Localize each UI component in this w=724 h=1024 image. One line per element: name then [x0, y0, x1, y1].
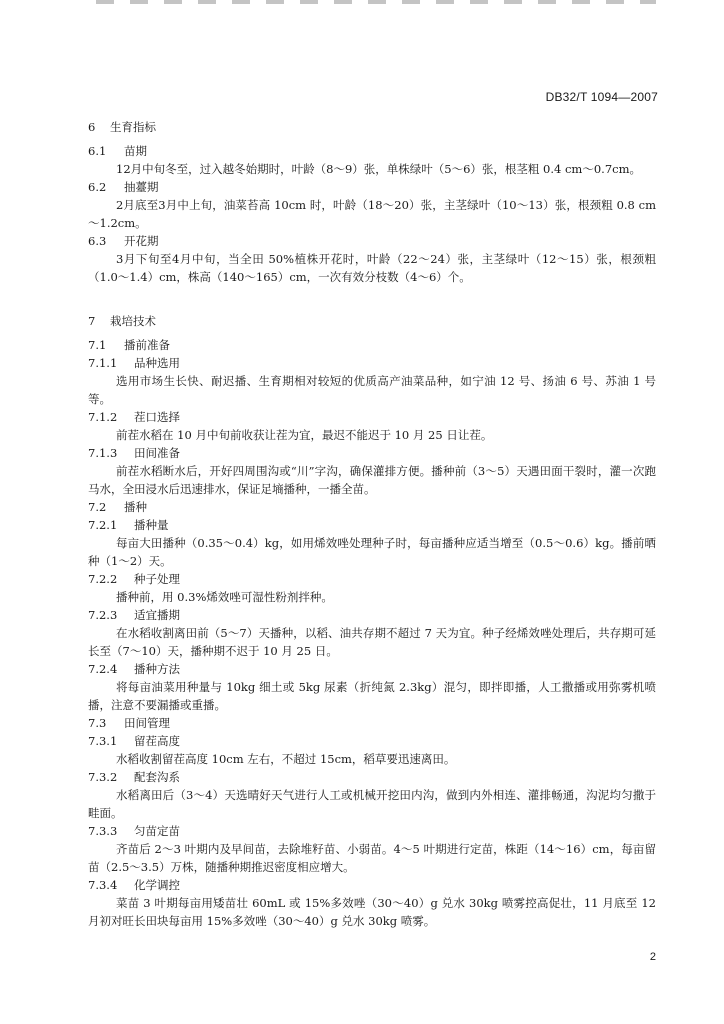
section-title: 苗期 [124, 144, 147, 158]
section-paragraph-6-2: 2月底至3月中上旬，油菜苔高 10cm 时，叶龄（18～20）张，主茎绿叶（10～13）张，根颈粗 0.8 cm～1.2cm。 [88, 198, 656, 230]
section-title: 配套沟系 [134, 770, 180, 784]
section-title: 田间管理 [124, 716, 170, 730]
section-number: 7.3.1 [88, 734, 118, 748]
section-title: 化学调控 [134, 878, 180, 892]
section-number: 6.1 [88, 144, 107, 158]
section-heading-7-3-4 [88, 876, 656, 894]
section-heading-7 [88, 312, 656, 330]
section-heading-7-2-1 [88, 516, 656, 534]
section-title: 留茬高度 [134, 734, 180, 748]
section-number: 7.2.1 [88, 518, 118, 532]
section-number: 7.3.2 [88, 770, 118, 784]
section-title: 田间准备 [134, 446, 180, 460]
section-heading-7-2 [88, 498, 656, 516]
section-number: 6 [88, 120, 96, 134]
section-heading-6-1 [88, 142, 656, 160]
section-title: 播前准备 [124, 338, 170, 352]
section-number: 7.2 [88, 500, 107, 514]
section-title: 品种选用 [134, 356, 180, 370]
section-title: 生育指标 [110, 120, 156, 134]
section-number: 6.3 [88, 234, 107, 248]
page-number: 2 [649, 951, 656, 963]
section-heading-7-1-1 [88, 354, 656, 372]
section-heading-7-1 [88, 336, 656, 354]
section-heading-7-2-2 [88, 570, 656, 588]
section-number: 7.1.2 [88, 410, 118, 424]
section-title: 播种 [124, 500, 147, 514]
section-number: 7.1 [88, 338, 107, 352]
section-paragraph-7-2-4: 将每亩油菜用种量与 10kg 细土或 5kg 尿素（折纯氮 2.3kg）混匀，即拌即播，人工撒播或用弥雾机喷播，注意不要漏播或重播。 [88, 680, 656, 712]
section-heading-7-1-3 [88, 444, 656, 462]
section-number: 7.3.4 [88, 878, 118, 892]
section-number: 6.2 [88, 180, 107, 194]
section-title: 匀苗定苗 [134, 824, 180, 838]
document-body [88, 104, 656, 930]
top-edge-artifact [96, 0, 656, 4]
section-title: 栽培技术 [110, 314, 156, 328]
section-number: 7.3 [88, 716, 107, 730]
section-heading-7-3-3 [88, 822, 656, 840]
section-number: 7.1.1 [88, 356, 118, 370]
standard-id: DB32/T 1094—2007 [545, 90, 658, 104]
section-heading-6 [88, 118, 656, 136]
section-heading-7-3-1 [88, 732, 656, 750]
section-number: 7.1.3 [88, 446, 118, 460]
section-paragraph-7-3-1: 水稻收割留茬高度 10cm 左右，不超过 15cm，稻草要迅速离田。 [116, 752, 456, 766]
section-paragraph-6-1: 12月中旬冬至，过入越冬始期时，叶龄（8～9）张，单株绿叶（5～6）张，根茎粗 0.4 cm～0.7cm。 [116, 162, 641, 176]
section-title: 茬口选择 [134, 410, 180, 424]
section-heading-7-3-2 [88, 768, 656, 786]
section-paragraph-7-1-2: 前茬水稻在 10 月中旬前收获让茬为宜，最迟不能迟于 10 月 25 日让茬。 [116, 428, 493, 442]
section-paragraph-6-3: 3月下旬至4月中旬，当全田 50%植株开花时，叶龄（22～24）张，主茎绿叶（12～15）张，根颈粗（1.0～1.4）cm，株高（140～165）cm，一次有效分枝数（4～6）个。 [88, 252, 656, 284]
section-number: 7 [88, 314, 96, 328]
section-title: 播种方法 [134, 662, 180, 676]
section-title: 开花期 [124, 234, 159, 248]
section-heading-7-2-4 [88, 660, 656, 678]
section-paragraph-7-1-1: 选用市场生长快、耐迟播、生育期相对较短的优质高产油菜品种，如宁油 12 号、扬油 6 号、苏油 1 号等。 [88, 374, 656, 406]
section-paragraph-7-2-1: 每亩大田播种（0.35～0.4）kg，如用烯效唑处理种子时，每亩播种应适当增至（0.5～0.6）kg。播前晒种（1～2）天。 [88, 536, 656, 568]
section-paragraph-7-1-3: 前茬水稻断水后，开好四周围沟或“川”字沟，确保灌排方便。播种前（3～5）天遇田面干裂时，灌一次跑马水，全田浸水后迅速排水，保证足墒播种，一播全苗。 [88, 464, 656, 496]
section-paragraph-7-2-2: 播种前，用 0.3%烯效唑可湿性粉剂拌种。 [116, 590, 333, 604]
section-gap [88, 286, 656, 298]
section-number: 7.2.3 [88, 608, 118, 622]
section-title: 适宜播期 [134, 608, 180, 622]
section-heading-6-2 [88, 178, 656, 196]
section-heading-7-2-3 [88, 606, 656, 624]
section-number: 7.2.4 [88, 662, 118, 676]
section-heading-7-1-2 [88, 408, 656, 426]
section-paragraph-7-3-4: 菜苗 3 叶期每亩用矮苗壮 60mL 或 15%多效唑（30～40）g 兑水 30kg 喷雾控高促壮，11 月底至 12 月初对旺长田块每亩用 15%多效唑（30～40）g 兑水 30kg 喷雾。 [88, 896, 656, 928]
section-paragraph-7-3-2: 水稻离田后（3～4）天选晴好天气进行人工或机械开挖田内沟，做到内外相连、灌排畅通，沟泥均匀撒于畦面。 [88, 788, 656, 820]
section-number: 7.3.3 [88, 824, 118, 838]
section-title: 抽薹期 [124, 180, 159, 194]
section-paragraph-7-3-3: 齐苗后 2～3 叶期内及早间苗，去除堆籽苗、小弱苗。4～5 叶期进行定苗，株距（14～16）cm，每亩留苗（2.5～3.5）万株，随播种期推迟密度相应增大。 [88, 842, 656, 874]
section-paragraph-7-2-3: 在水稻收割离田前（5～7）天播种，以稻、油共存期不超过 7 天为宜。种子经烯效唑处理后，共存期可延长至（7～10）天，播种期不迟于 10 月 25 日。 [88, 626, 656, 658]
section-number: 7.2.2 [88, 572, 118, 586]
section-heading-7-3 [88, 714, 656, 732]
section-title: 播种量 [134, 518, 169, 532]
section-heading-6-3 [88, 232, 656, 250]
section-title: 种子处理 [134, 572, 180, 586]
